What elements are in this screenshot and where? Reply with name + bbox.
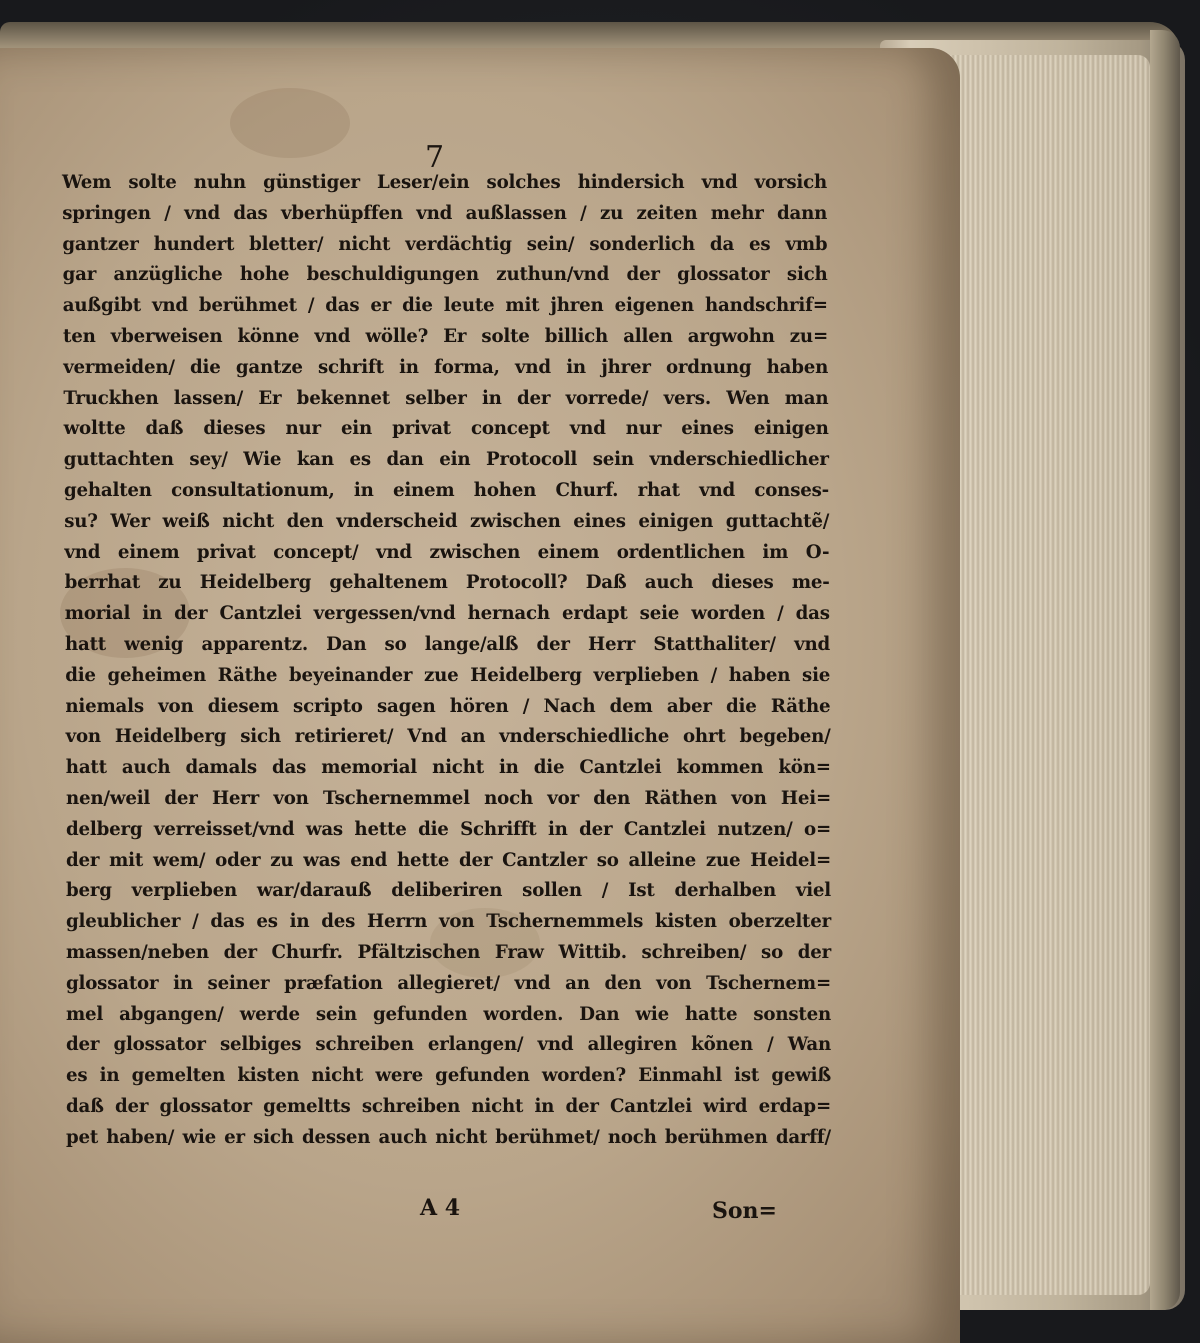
text-line: der mit wem/ oder zu was end hette der Cantzler so alleine zue Heidel= xyxy=(66,849,831,871)
text-line: woltte daß dieses nur ein privat concept vnd nur eines einigen xyxy=(63,418,829,440)
text-line: delberg verreisset/vnd was hette die Schrifft in der Cantzlei nutzen/ o= xyxy=(66,818,831,840)
text-line: der glossator selbiges schreiben erlangen/ vnd allegiren kõnen / Wan xyxy=(66,1034,831,1056)
text-line: su? Wer weiß nicht den vnderscheid zwischen eines einigen guttachtẽ/ xyxy=(64,510,830,532)
paper-stain xyxy=(230,88,350,158)
text-line: gehalten consultationum, in einem hohen Churf. rhat vnd conses- xyxy=(64,480,829,501)
text-line: pet haben/ wie er sich dessen auch nicht berühmet/ noch berühmen darff/ xyxy=(66,1126,831,1148)
signature-mark: A 4 xyxy=(420,1195,461,1221)
text-line: glossator in seiner præfation allegieret/ vnd an den von Tschernem= xyxy=(66,972,831,994)
text-line: mel abgangen/ werde sein gefunden worden. Dan wie hatte sonsten xyxy=(66,1003,831,1025)
text-line: außgibt vnd berühmet / das er die leute mit jhren eigenen handschrif= xyxy=(62,295,828,317)
text-line: gleublicher / das es in des Herrn von Tschernemmels kisten oberzelter xyxy=(66,911,831,933)
text-line: die geheimen Räthe beyeinander zue Heidelberg verplieben / haben sie xyxy=(65,664,831,686)
text-line: daß der glossator gemeltts schreiben nicht in der Cantzlei wird erdap= xyxy=(66,1096,831,1117)
catchword: Son= xyxy=(712,1198,777,1224)
page-fore-edges xyxy=(930,55,1150,1295)
text-line: es in gemelten kisten nicht were gefunden worden? Einmahl ist gewiß xyxy=(66,1065,831,1087)
page-number: 7 xyxy=(425,140,445,175)
text-line: morial in der Cantzlei vergessen/vnd hernach erdapt seie worden / das xyxy=(64,603,830,625)
text-line: vnd einem privat concept/ vnd zwischen einem ordentlichen im O- xyxy=(64,541,830,563)
text-line: gantzer hundert bletter/ nicht verdächtig sein/ sonderlich da es vmb xyxy=(62,233,828,255)
text-line: berg verplieben war/darauß deliberiren sollen / Ist derhalben viel xyxy=(66,880,831,902)
text-line: Truckhen lassen/ Er bekennet selber in der vorrede/ vers. Wen man xyxy=(63,387,829,409)
text-line: hatt wenig apparentz. Dan so lange/alß der Herr Statthaliter/ vnd xyxy=(65,634,830,655)
text-line: gar anzügliche hohe beschuldigungen zuthun/vnd der glossator sich xyxy=(62,264,828,286)
text-line: niemals von diesem scripto sagen hören / Nach dem aber die Räthe xyxy=(65,695,831,717)
text-line: nen/weil der Herr von Tschernemmel noch vor den Räthen von Hei= xyxy=(66,788,831,809)
text-line: hatt auch damals das memorial nicht in die Cantzlei kommen kön= xyxy=(65,757,831,779)
text-line: ten vberweisen könne vnd wölle? Er solte billich allen argwohn zu= xyxy=(63,326,828,347)
text-line: Wem solte nuhn günstiger Leser/ein solches hindersich vnd vorsich xyxy=(62,172,827,193)
text-line: vermeiden/ die gantze schrift in forma, vnd in jhrer ordnung haben xyxy=(63,356,829,378)
text-line: springen / vnd das vberhüpffen vnd außlassen / zu zeiten mehr dann xyxy=(62,202,828,224)
book-cover-edge xyxy=(1150,30,1180,1310)
text-line: guttachten sey/ Wie kan es dan ein Protocoll sein vnderschiedlicher xyxy=(63,449,829,471)
text-line: berrhat zu Heidelberg gehaltenem Protocoll? Daß auch dieses me- xyxy=(64,572,830,594)
text-line: von Heidelberg sich retirieret/ Vnd an vnderschiedliche ohrt begeben/ xyxy=(65,726,831,748)
text-line: massen/neben der Churfr. Pfältzischen Fraw Wittib. schreiben/ so der xyxy=(66,942,831,963)
